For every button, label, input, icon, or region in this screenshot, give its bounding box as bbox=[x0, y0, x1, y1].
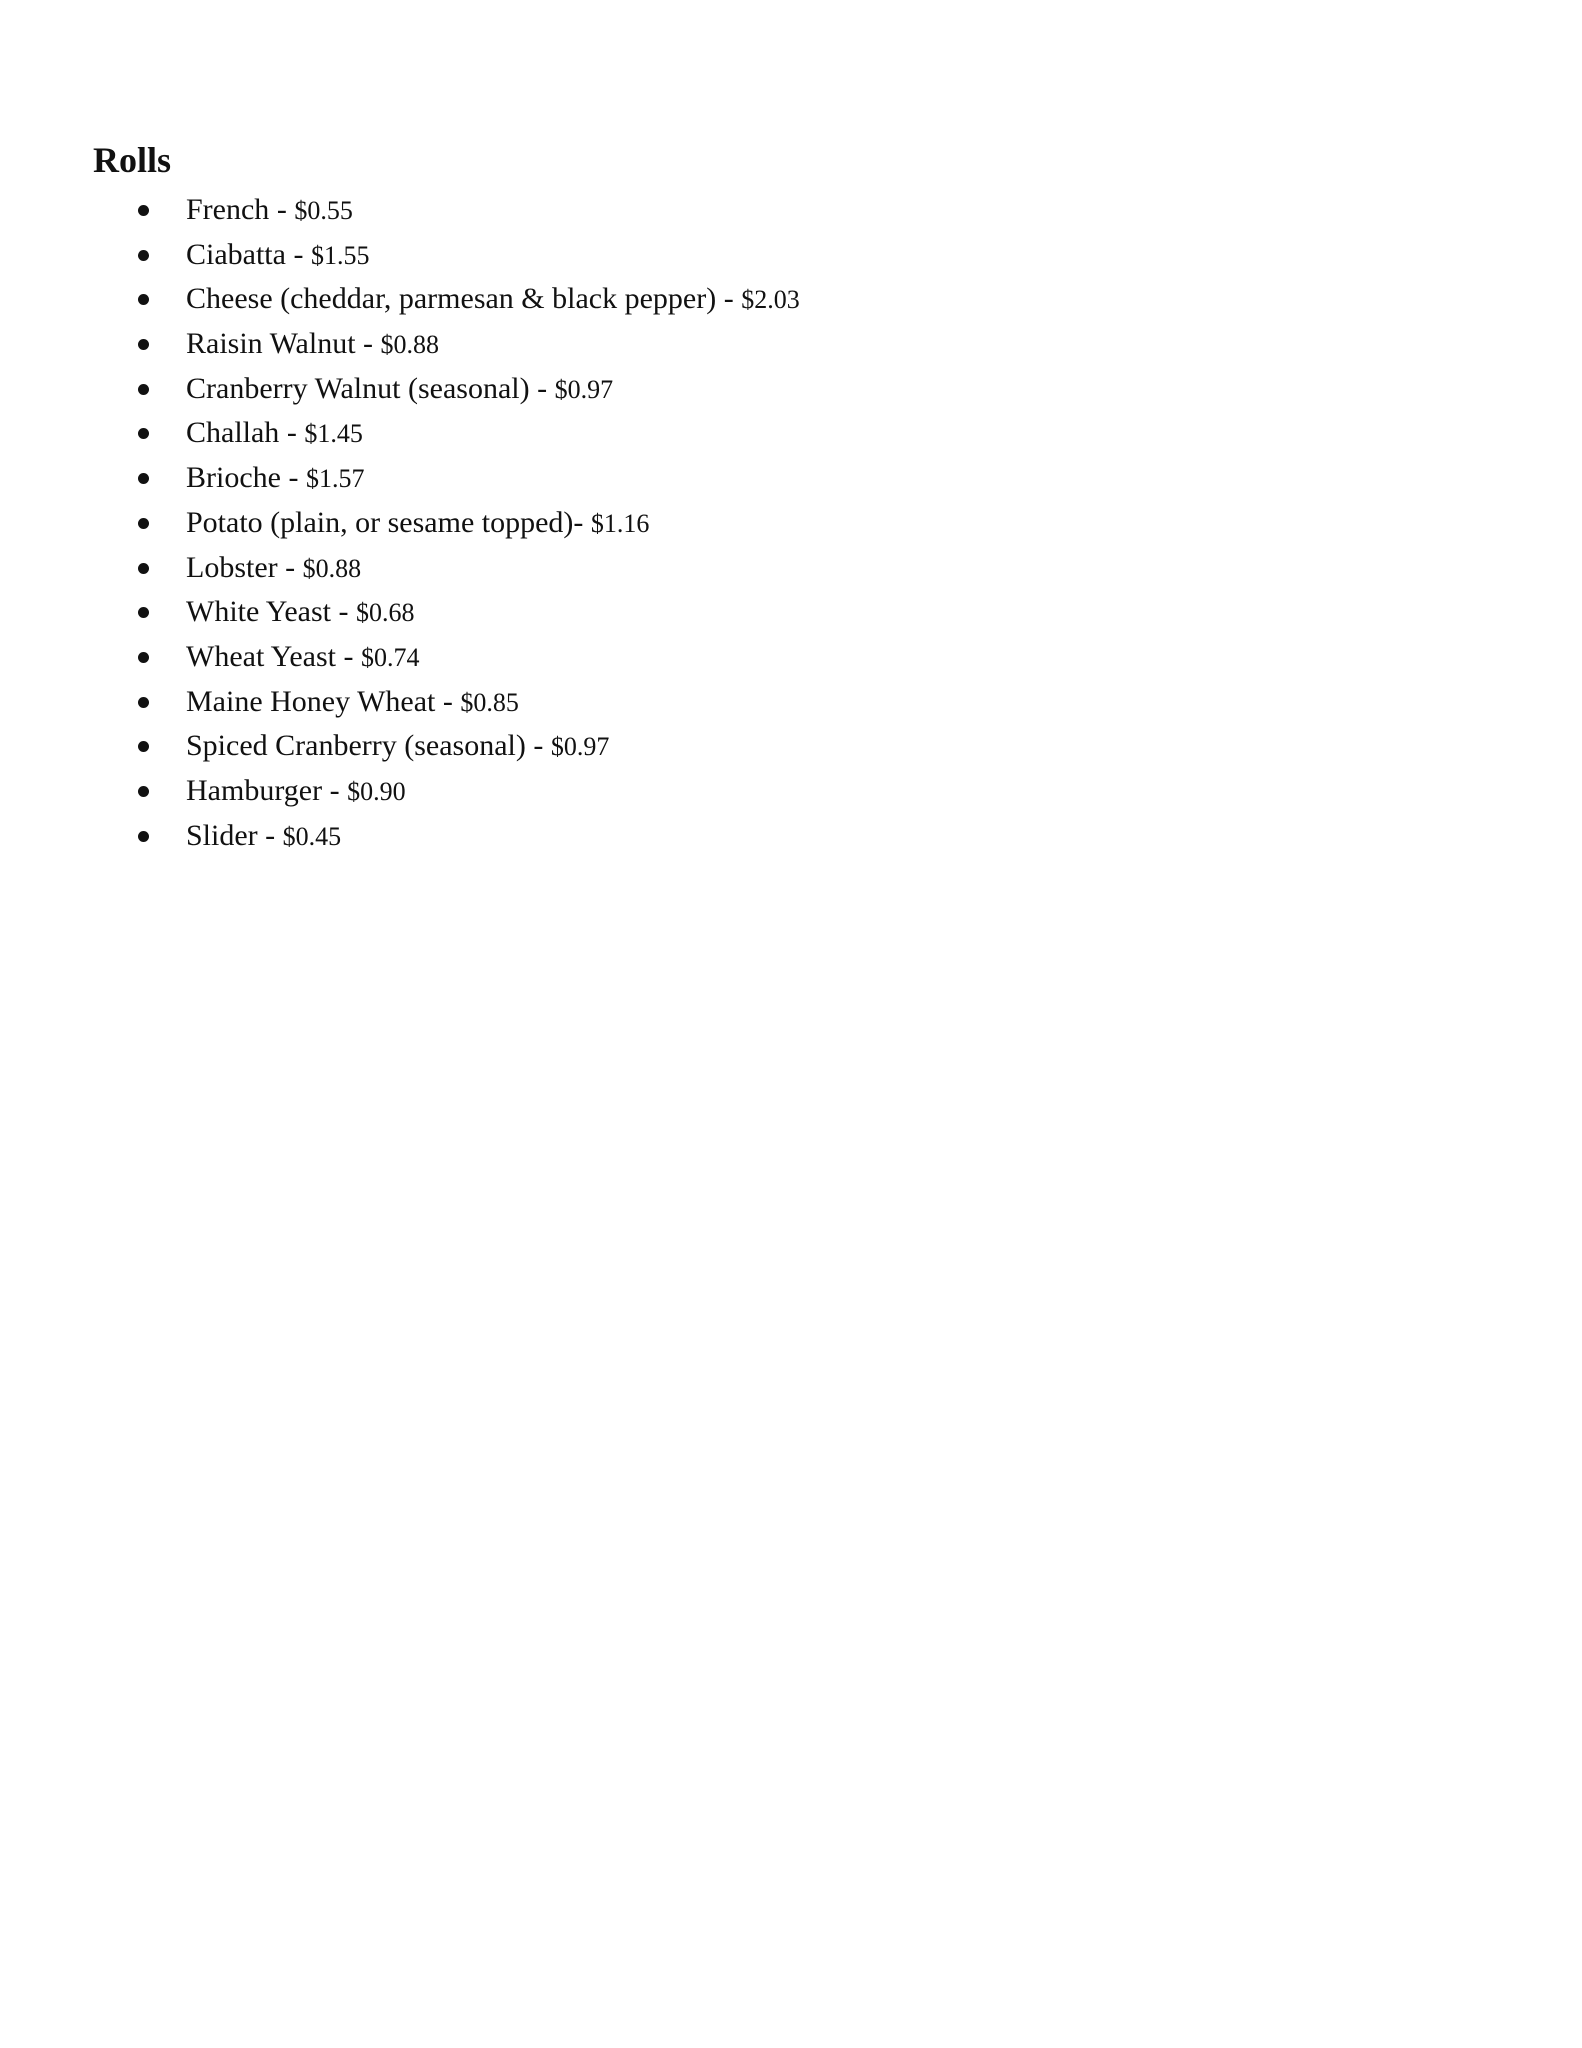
item-separator: - bbox=[257, 818, 283, 852]
item-name: Lobster bbox=[186, 550, 278, 584]
item-text bbox=[186, 456, 364, 502]
item-price: $0.55 bbox=[294, 196, 353, 225]
item-text bbox=[186, 724, 609, 770]
item-price: $0.74 bbox=[360, 642, 420, 672]
item-price: $0.88 bbox=[380, 330, 440, 360]
item-price: $0.97 bbox=[554, 374, 614, 404]
item-name: Potato (plain, or sesame topped) bbox=[186, 505, 574, 539]
item-separator: - bbox=[331, 595, 356, 629]
item-price: $1.16 bbox=[590, 508, 650, 538]
item-name: Raisin Walnut bbox=[186, 327, 356, 361]
section-heading: Rolls bbox=[93, 140, 172, 180]
bullet-icon bbox=[138, 786, 149, 797]
bullet-icon bbox=[138, 250, 149, 261]
item-text bbox=[186, 501, 649, 547]
bullet-icon bbox=[138, 563, 149, 574]
item-separator: - bbox=[355, 327, 381, 361]
item-price: $1.55 bbox=[310, 240, 370, 270]
item-name: White Yeast bbox=[186, 595, 331, 629]
bullet-icon bbox=[138, 741, 149, 752]
item-separator: - bbox=[277, 550, 303, 584]
item-text bbox=[186, 277, 800, 323]
item-name: Hamburger bbox=[186, 773, 323, 807]
item-text bbox=[186, 367, 613, 413]
item-price: $0.88 bbox=[302, 553, 362, 583]
bullet-icon bbox=[138, 831, 149, 842]
item-name: Ciabatta bbox=[186, 237, 286, 271]
item-price: $1.57 bbox=[305, 464, 365, 494]
bullet-icon bbox=[138, 294, 149, 305]
item-price: $0.68 bbox=[356, 598, 415, 628]
item-text bbox=[186, 814, 341, 860]
item-text bbox=[186, 411, 363, 457]
item-separator: - bbox=[285, 237, 311, 271]
item-price: $2.03 bbox=[741, 285, 800, 315]
item-text bbox=[186, 590, 415, 636]
item-text bbox=[186, 635, 419, 681]
item-text bbox=[186, 233, 369, 279]
bullet-icon bbox=[138, 697, 149, 708]
item-name: Brioche bbox=[186, 461, 281, 495]
item-separator: - bbox=[322, 773, 348, 807]
item-price: $1.45 bbox=[304, 419, 363, 449]
item-price: $0.85 bbox=[460, 687, 519, 717]
item-text bbox=[186, 546, 361, 592]
item-separator: - bbox=[716, 282, 742, 316]
item-separator: - bbox=[529, 371, 555, 405]
item-separator: - bbox=[269, 193, 295, 226]
item-name: Wheat Yeast bbox=[186, 639, 336, 673]
item-name: Slider bbox=[186, 818, 258, 852]
item-price: $0.90 bbox=[347, 776, 406, 806]
bullet-icon bbox=[138, 384, 149, 395]
item-name: Cheese (cheddar, parmesan & black pepper) bbox=[186, 282, 717, 316]
item-separator: - bbox=[573, 505, 591, 539]
item-text bbox=[186, 322, 439, 368]
item-name: Spiced Cranberry (seasonal) bbox=[186, 729, 526, 763]
bullet-icon bbox=[138, 339, 149, 350]
item-text bbox=[186, 769, 406, 815]
bullet-icon bbox=[138, 607, 149, 618]
item-separator: - bbox=[435, 684, 461, 718]
item-price: $0.97 bbox=[550, 732, 610, 762]
item-name: Maine Honey Wheat bbox=[186, 684, 436, 718]
item-separator: - bbox=[279, 416, 305, 450]
item-name: French bbox=[186, 193, 270, 226]
item-name: Cranberry Walnut (seasonal) bbox=[186, 371, 530, 405]
item-text bbox=[186, 188, 353, 234]
bullet-icon bbox=[138, 473, 149, 484]
item-separator: - bbox=[525, 729, 551, 763]
bullet-icon bbox=[138, 428, 149, 439]
bullet-icon bbox=[138, 205, 149, 216]
bullet-icon bbox=[138, 518, 149, 529]
item-separator: - bbox=[280, 461, 306, 495]
item-price: $0.45 bbox=[282, 821, 342, 851]
bullet-icon bbox=[138, 652, 149, 663]
item-separator: - bbox=[335, 639, 361, 673]
item-text bbox=[186, 680, 519, 726]
item-name: Challah bbox=[186, 416, 280, 450]
